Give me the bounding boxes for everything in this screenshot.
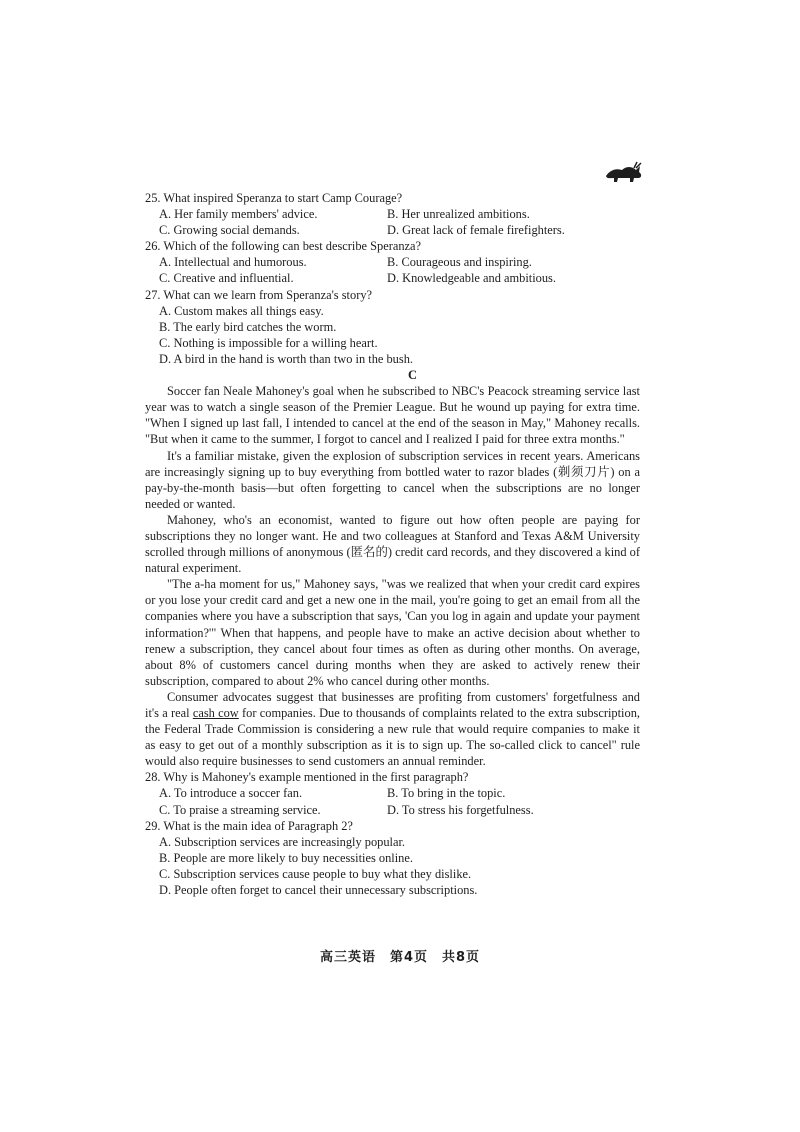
option-29-c: C. Subscription services cause people to buy what they dislike. xyxy=(159,866,472,881)
exam-content xyxy=(145,190,640,898)
option-26-d: D. Knowledgeable and ambitious. xyxy=(387,271,556,286)
question-28-stem: 28. Why is Mahoney's example mentioned in the first paragraph? xyxy=(145,770,469,785)
question-27-options xyxy=(145,303,640,367)
option-26-a: A. Intellectual and humorous. xyxy=(159,255,307,270)
option-26-b: B. Courageous and inspiring. xyxy=(387,255,532,270)
passage-paragraph-4: "The a-ha moment for us," Mahoney says, "was we realized that when your credit card expires or you lose your credit card and get a new one in the mail, you're going to get an email from all the companies where you have a subscription that says, 'Can you log in again and update your payment information?'" When that happens, and people have to make an active decision about whether to renew a subscription, they cancel about four times as often as during other months. On average, about 8% of customers cancel during months when they are asked to actively renew their subscription, compared to about 2% who cancel during other months. xyxy=(145,577,640,688)
option-28-b: B. To bring in the topic. xyxy=(387,786,506,801)
passage-paragraph-5 xyxy=(145,689,640,769)
option-25-c: C. Growing social demands. xyxy=(159,223,300,238)
option-28-d: D. To stress his forgetfulness. xyxy=(387,802,534,817)
option-29-d: D. People often forget to cancel their unnecessary subscriptions. xyxy=(159,883,478,898)
question-26-options xyxy=(145,254,640,286)
question-25-options xyxy=(145,206,640,238)
option-27-d: D. A bird in the hand is worth than two in the bush. xyxy=(159,351,413,366)
page-footer: 高三英语 第4页 共8页 xyxy=(319,950,481,965)
option-25-d: D. Great lack of female firefighters. xyxy=(387,223,565,238)
question-28-options xyxy=(145,785,640,817)
option-29-b: B. People are more likely to buy necessities online. xyxy=(159,850,413,865)
option-28-a: A. To introduce a soccer fan. xyxy=(159,786,303,801)
passage-paragraph-2: It's a familiar mistake, given the explosion of subscription services in recent years. Americans are increasingly signing up to buy everything from bottled water to razor blades (剃须刀片) on a pay-by-the-month basis—but often forgetting to cancel when the subscriptions are no longer needed or wanted. xyxy=(145,448,640,511)
option-29-a: A. Subscription services are increasingly popular. xyxy=(159,834,406,849)
paragraph-5-text-start: Consumer advocates suggest that businesses are profiting from customers' forgetfulness and it's a real xyxy=(145,689,640,720)
option-26-c: C. Creative and influential. xyxy=(159,271,294,286)
option-25-a: A. Her family members' advice. xyxy=(159,207,318,222)
option-28-c: C. To praise a streaming service. xyxy=(159,802,321,817)
question-29-stem: 29. What is the main idea of Paragraph 2? xyxy=(145,818,353,833)
paragraph-5-text-end: for companies. Due to thousands of complaints related to the extra subscription, the Federal Trade Commission is considering a new rule that would require companies to make it as easy to get out of a monthly subscription as it is to sign up. The so-called click to cancel" rule would also require businesses to send customers an annual reminder. xyxy=(145,706,640,769)
option-27-b: B. The early bird catches the worm. xyxy=(159,319,337,334)
option-27-a: A. Custom makes all things easy. xyxy=(159,303,324,318)
passage-paragraph-1: Soccer fan Neale Mahoney's goal when he subscribed to NBC's Peacock streaming service last year was to watch a single season of the Premier League. But he wound up paying for extra time. "When I signed up last fall, I intended to cancel at the end of the season in May," Mahoney recalls. "But when it came to the summer, I forgot to cancel and I realized I paid for three extra months." xyxy=(145,384,640,447)
bull-logo-icon xyxy=(604,160,644,184)
question-27-stem: 27. What can we learn from Speranza's story? xyxy=(145,287,373,302)
option-27-c: C. Nothing is impossible for a willing heart. xyxy=(159,335,378,350)
passage-letter: C xyxy=(408,368,417,383)
option-25-b: B. Her unrealized ambitions. xyxy=(387,207,530,222)
underlined-term: cash cow xyxy=(192,706,239,720)
question-26-stem: 26. Which of the following can best describe Speranza? xyxy=(145,239,422,254)
question-29-options xyxy=(145,834,640,898)
passage-paragraph-3: Mahoney, who's an economist, wanted to figure out how often people are paying for subscriptions they no longer want. He and two colleagues at Stanford and Texas A&M University scrolled through millions of anonymous (匿名的) credit card records, and they discovered a kind of natural experiment. xyxy=(145,512,640,576)
question-25-stem: 25. What inspired Speranza to start Camp Courage? xyxy=(145,191,403,205)
